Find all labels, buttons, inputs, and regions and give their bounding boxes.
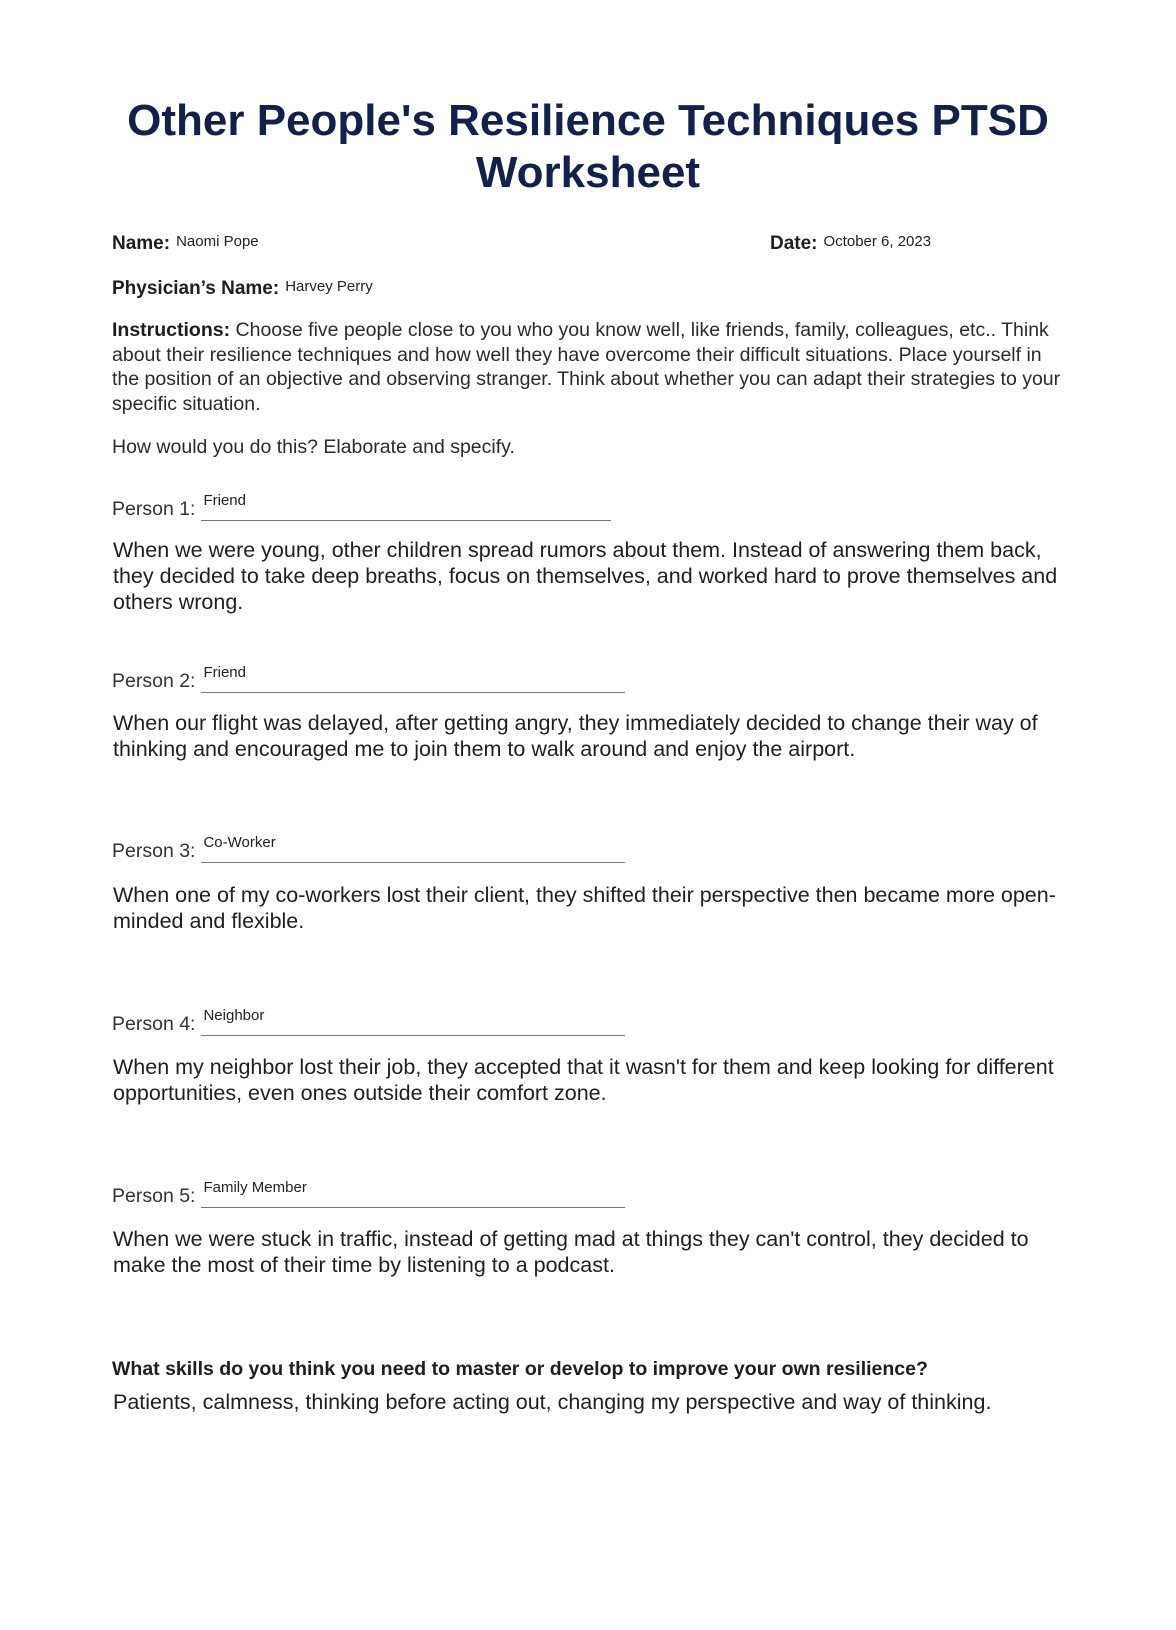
person-2-row [112, 664, 625, 693]
physician-field [112, 278, 373, 300]
person-4-relation: Neighbor [203, 1007, 265, 1024]
name-value: Naomi Pope [176, 233, 259, 250]
person-3-row [112, 834, 625, 863]
page-title: Other People's Resilience Techniques PTSD Worksheet [127, 96, 1049, 197]
skills-answer: Patients, calmness, thinking before acting out, changing my perspective and way of thinking. [113, 1390, 992, 1414]
person-3-relation: Co-Worker [203, 834, 276, 851]
person-3-answer: When one of my co-workers lost their client, they shifted their perspective then became more open-minded and flexible. [113, 883, 1056, 933]
prompt-text: How would you do this? Elaborate and specify. [112, 436, 515, 458]
person-5-row [112, 1179, 625, 1208]
person-4-answer: When my neighbor lost their job, they accepted that it wasn't for them and keep looking for different opportunities, even ones outside their comfort zone. [113, 1055, 1054, 1105]
person-2-label: Person 2: [112, 670, 196, 692]
physician-label: Physician’s Name: [112, 278, 280, 299]
person-1-answer: When we were young, other children spread rumors about them. Instead of answering them back, they decided to take deep breaths, focus on themselves, and worked hard to prove themselves and others wrong. [113, 538, 1058, 614]
person-1-label: Person 1: [112, 498, 196, 520]
name-label: Name: [112, 233, 171, 254]
person-1-row [112, 492, 611, 521]
person-5-relation-line [201, 1179, 625, 1208]
person-4-relation-line [201, 1007, 625, 1036]
person-5-answer: When we were stuck in traffic, instead of getting mad at things they can't control, they decided to make the most of their time by listening to a podcast. [113, 1227, 1029, 1277]
person-4-row [112, 1007, 625, 1036]
date-value: October 6, 2023 [823, 233, 932, 250]
instructions-text: Choose five people close to you who you know well, like friends, family, colleagues, etc.. Think about their resilience techniques and how well they have overcome their difficult situations. Place yourself in the position of an objective and observing stranger. Think about whether you can adapt their strategies to your specific situation. [112, 319, 1061, 415]
instructions [112, 318, 1072, 416]
date-label: Date: [770, 233, 818, 254]
person-3-relation-line [201, 834, 625, 863]
person-2-relation-line [201, 664, 625, 693]
person-5-label: Person 5: [112, 1185, 196, 1207]
physician-value: Harvey Perry [285, 278, 373, 295]
person-1-relation: Friend [203, 492, 246, 509]
person-1-relation-line [201, 492, 611, 521]
name-field [112, 233, 259, 255]
person-2-answer: When our flight was delayed, after getting angry, they immediately decided to change their way of thinking and encouraged me to join them to walk around and enjoy the airport. [113, 711, 1038, 761]
person-5-relation: Family Member [203, 1179, 307, 1196]
instructions-label: Instructions: [112, 319, 231, 341]
person-4-label: Person 4: [112, 1013, 196, 1035]
person-2-relation: Friend [203, 664, 246, 681]
person-3-label: Person 3: [112, 840, 196, 862]
date-field [770, 233, 931, 255]
skills-question: What skills do you think you need to master or develop to improve your own resilience? [112, 1358, 928, 1380]
